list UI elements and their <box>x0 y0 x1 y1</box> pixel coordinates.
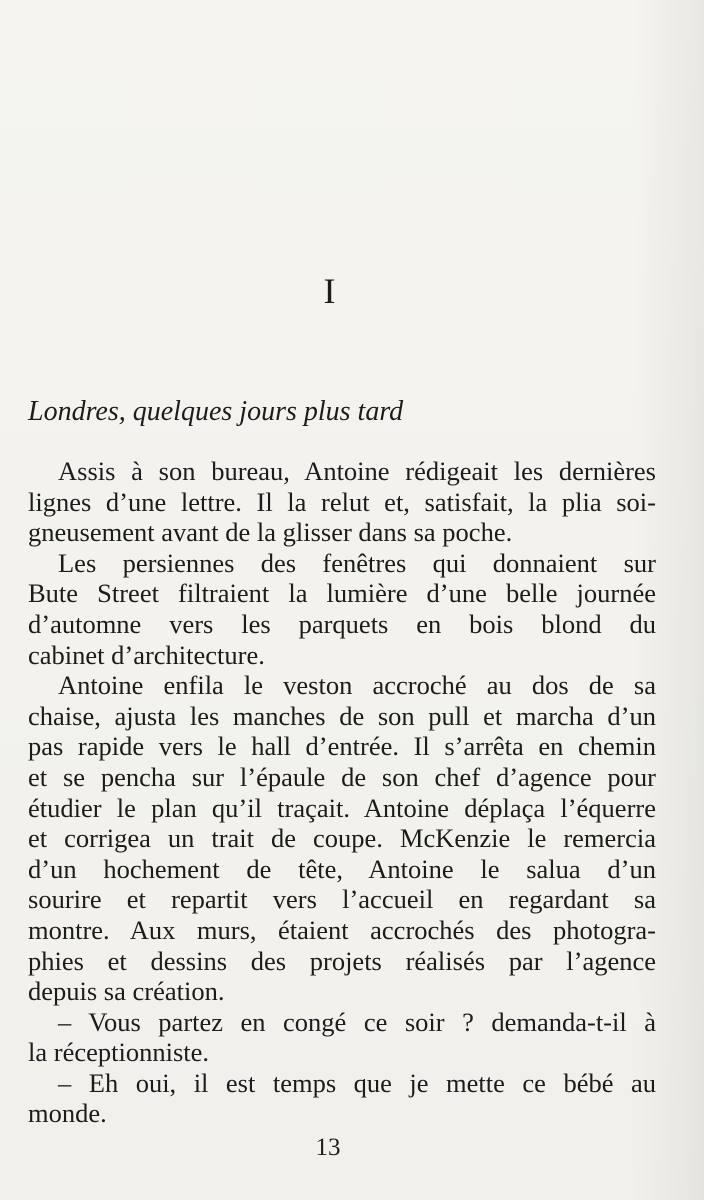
text-line: d’un hochement de tête, Antoine le salua d’un <box>28 853 656 884</box>
text-line: Bute Street filtraient la lumière d’une belle journée <box>28 578 656 609</box>
page-number: 13 <box>315 1134 341 1161</box>
text-line: Les persiennes des fenêtres qui donnaient sur <box>58 547 656 578</box>
text-line: monde. <box>28 1098 107 1129</box>
text-line: – Vous partez en congé ce soir ? demanda-t-il à <box>58 1006 656 1037</box>
chapter-number: I <box>323 271 337 311</box>
show-through-texture <box>22 8 682 440</box>
text-line: – Eh oui, il est temps que je mette ce bébé au <box>58 1067 656 1098</box>
text-line: d’automne vers les parquets en bois blond du <box>28 608 656 639</box>
text-line: gneusement avant de la glisser dans sa poche. <box>28 517 513 548</box>
text-line: pas rapide vers le hall d’entrée. Il s’arrêta en chemin <box>28 731 656 762</box>
text-line: et corrigea un trait de coupe. McKenzie le remercia <box>28 823 656 854</box>
text-line: sourire et repartit vers l’accueil en regardant sa <box>28 884 656 915</box>
text-line: chaise, ajusta les manches de son pull et marcha d’un <box>28 700 656 731</box>
text-line: la réceptionniste. <box>28 1037 210 1068</box>
text-line: phies et dessins des projets réalisés par l’agence <box>28 945 656 976</box>
text-line: Antoine enfila le veston accroché au dos de sa <box>58 670 656 701</box>
chapter-location-heading: Londres, quelques jours plus tard <box>28 396 404 427</box>
text-line: étudier le plan qu’il traçait. Antoine déplaça l’équerre <box>28 792 656 823</box>
text-line: Assis à son bureau, Antoine rédigeait les dernières <box>58 456 656 486</box>
text-line: lignes d’une lettre. Il la relut et, satisfait, la plia soi- <box>28 486 656 517</box>
text-line: et se pencha sur l’épaule de son chef d’agence pour <box>28 761 656 792</box>
text-line: depuis sa création. <box>28 976 225 1007</box>
body-text <box>28 456 656 1129</box>
text-line: cabinet d’architecture. <box>28 639 265 670</box>
text-line: montre. Aux murs, étaient accrochés des photogra- <box>28 914 656 945</box>
